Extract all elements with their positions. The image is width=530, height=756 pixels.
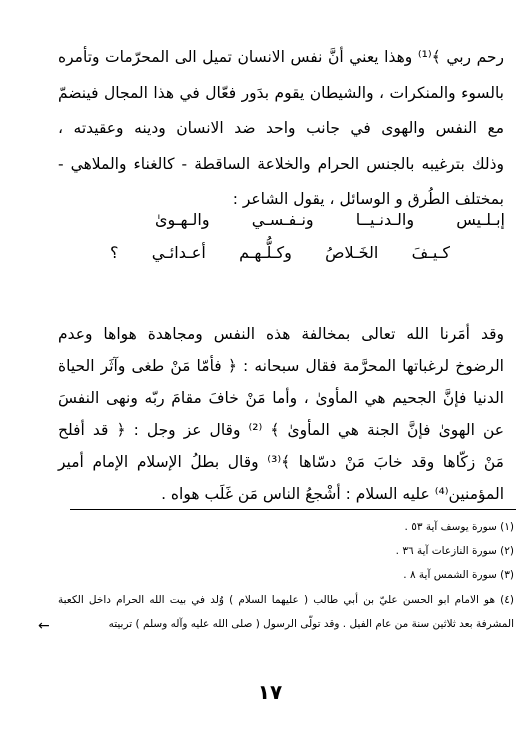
text-line: الدنيا فإنَّ الجحيم هي المأوىٰ ، وأما مَنْ خافَ مقامَ ربّه ونهى النفسَ — [58, 389, 504, 407]
footnote-1: (١) سورة يوسف آية ٥٣ . — [404, 521, 514, 533]
footnote-divider — [70, 509, 516, 510]
footnote-3: (٣) سورة الشمس آية ٨ . — [403, 569, 514, 581]
text-line: رحم ربي ﴾⁽¹⁾ وهذا يعني أنَّ نفس الانسان تميل الى المحرّمات وتأمره — [58, 48, 504, 66]
text-line: مَنْ زكّاها وقد خابَ مَنْ دسّاها ﴾⁽³⁾ وقال بطلُ الإسلام الإمام أمير — [58, 453, 504, 471]
text-line: بمختلف الطُرق و الوسائل ، يقول الشاعر : — [232, 190, 504, 208]
footnote-4-line-1: (٤) هو الامام ابو الحسن عليّ بن أبي طالب ( عليهما السلام ) وُلد في بيت الله الحرام داخل الكعبة — [58, 594, 514, 606]
footnote-4-line-2: المشرفة بعد ثلاثين سنة من عام الفيل . وقد تولّى الرسول ( صلى الله عليه وآله وسلم ) تربيته — [108, 618, 514, 630]
text-line: المؤمنين⁽⁴⁾ عليه السلام : أشْجعُ الناس مَن غَلَب هواه . — [161, 485, 504, 503]
text-line: الرضوخ لرغباتها المحرَّمة فقال سبحانه : ﴿ فأمّا مَنْ طغى وآثَر الحياة — [58, 357, 504, 375]
text-line: بالسوء والمنكرات ، والشيطان يقوم بدَور فعّال في هذا المجال فينضمّ — [58, 83, 504, 102]
text-line: وقد أمَرنا الله تعالى بمخالفة هذه النفس ومجاهدة هواها وعدم — [58, 325, 504, 343]
continuation-arrow-icon: ← — [38, 618, 50, 634]
text-line: وذلك بترغيبه بالجنس الحرام والخلاعة الساقطة - كالغناء والملاهي - — [58, 154, 504, 173]
text-line: عن الهوىٰ فإنَّ الجنة هي المأوىٰ ﴾ ⁽²⁾ وقال عز وجل : ﴿ قد أفلح — [58, 421, 504, 439]
paragraph-1 — [58, 40, 504, 218]
footnote-2: (٢) سورة النازعات آية ٣٦ . — [395, 545, 514, 557]
text-line: مع النفس والهوى في جانب واحد ضد الانسان ودينه وعقيدته ، — [58, 119, 504, 137]
poem-verse-second-line: كـيـفَ الخَـلاصُ وكـلُّـهـم أعـدائـي ؟ — [110, 243, 450, 262]
poem-verse-first-line: إبـلـيس والـدنـيــا ونـفـسـي والـهـوىٰ — [155, 210, 505, 229]
page-number: ١٧ — [257, 680, 283, 704]
paragraph-2 — [58, 318, 504, 510]
